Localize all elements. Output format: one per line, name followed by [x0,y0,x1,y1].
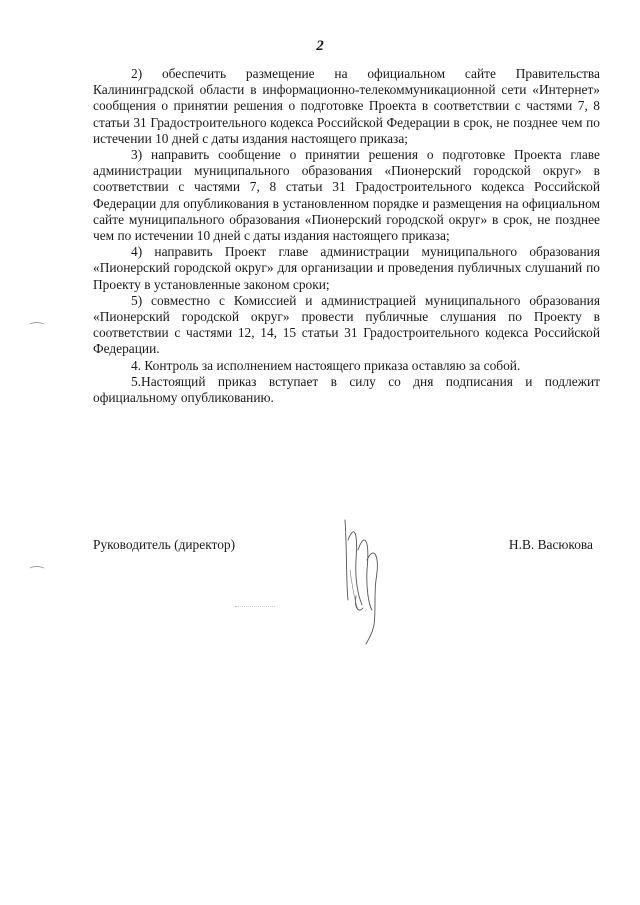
paragraph-item-3: 3) направить сообщение о принятии решения о подготовке Проекта главе администрации муниципального образования «Пионерский городской округ» в соответствии с частями 7, 8 статьи 31 Градостроительного кодекса Российской Федерации для опубликования в установленном порядке и размещения на официальном сайте муниципального образования «Пионерский городской округ» в срок, не позднее чем по истечении 10 дней с даты издания настоящего приказа; [93,147,600,244]
margin-mark-upper [30,322,44,325]
signatory-title: Руководитель (директор) [93,537,236,552]
page-number: 2 [316,38,324,54]
scan-artifact-line [235,606,275,608]
paragraph-item-4: 4) направить Проект главе администрации муниципального образования «Пионерский городской округ» для организации и проведения публичных слушаний по Проекту в установленные законом сроки; [93,244,600,292]
paragraph-effective: 5.Настоящий приказ вступает в силу со дня подписания и подлежит официальному опубликованию. [93,373,600,406]
margin-mark-lower [30,566,44,569]
paragraph-control: 4. Контроль за исполнением настоящего приказа оставляю за собой. [131,357,521,373]
signatory-name: Н.В. Васюкова [508,537,593,552]
paragraph-item-5: 5) совместно с Комиссией и администрацией муниципального образования «Пионерский городской округ» провести публичные слушания по Проекту в соответствии с частями 12, 14, 15 статьи 31 Градостроительного кодекса Российской Федерации. [93,292,600,357]
document-body [93,66,600,406]
handwritten-signature [336,510,386,660]
paragraph-item-2: 2) обеспечить размещение на официальном сайте Правительства Калининградской области в информационно-телекоммуникационной сети «Интернет» сообщения о принятии решения о подготовке Проекта в соответствии с частями 7, 8 статьи 31 Градостроительного кодекса Российской Федерации в срок, не позднее чем по истечении 10 дней с даты издания настоящего приказа; [93,66,600,146]
